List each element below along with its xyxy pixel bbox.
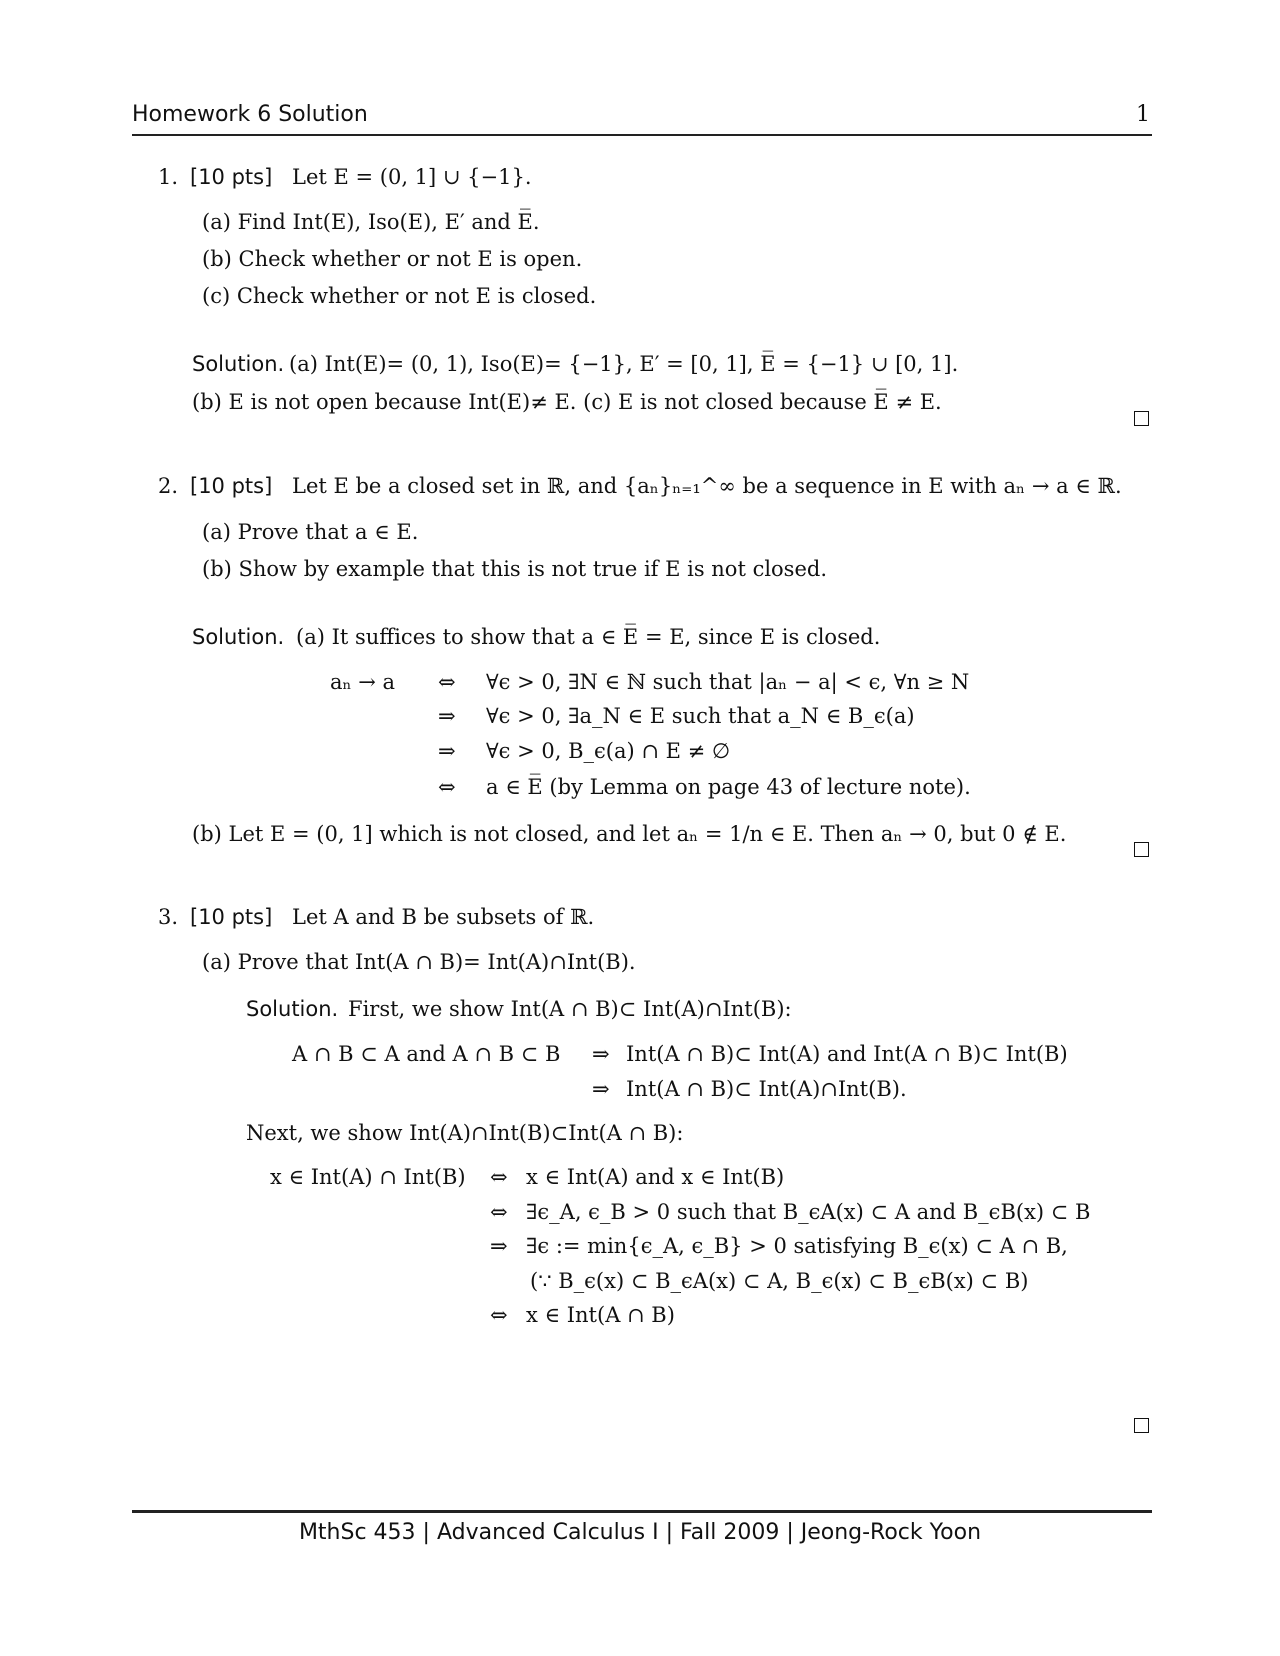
derivation-operator: ⇔: [490, 1200, 508, 1224]
derivation-operator: ⇔: [490, 1165, 508, 1189]
problem-1-number: 1.: [158, 165, 179, 189]
derivation-operator: ⇒: [592, 1042, 610, 1066]
problem-2-number: 2.: [158, 474, 179, 498]
derivation-operator: ⇔: [438, 775, 456, 799]
derivation-operator: ⇒: [592, 1077, 610, 1101]
footer-rule: [132, 1510, 1152, 1513]
derivation-rhs: ∀ϵ > 0, ∃N ∈ ℕ such that |aₙ − a| < ϵ, ∀n ≥ N: [486, 670, 970, 694]
derivation-rhs: x ∈ Int(A) and x ∈ Int(B): [526, 1165, 785, 1189]
derivation-lhs: x ∈ Int(A) ∩ Int(B): [270, 1165, 466, 1189]
derivation-operator: ⇒: [438, 704, 456, 728]
problem-3-item-a: (a) Prove that Int(A ∩ B)= Int(A)∩Int(B).: [202, 950, 636, 974]
derivation-rhs: ∀ϵ > 0, ∃a_N ∈ E such that a_N ∈ B_ϵ(a): [486, 704, 915, 728]
derivation-rhs: Int(A ∩ B)⊂ Int(A) and Int(A ∩ B)⊂ Int(B): [626, 1042, 1068, 1066]
qed-box-icon: [1134, 1418, 1149, 1433]
problem-2-solution-intro: (a) It suffices to show that a ∈ E̅ = E, since E is closed.: [296, 625, 881, 649]
derivation-rhs: x ∈ Int(A ∩ B): [526, 1303, 675, 1327]
qed-box-icon: [1134, 842, 1149, 857]
derivation-rhs: ∃ϵ := min{ϵ_A, ϵ_B} > 0 satisfying B_ϵ(x) ⊂ A ∩ B,: [526, 1234, 1068, 1258]
problem-3-points: [10 pts]: [190, 905, 273, 929]
problem-1-points: [10 pts]: [190, 165, 273, 189]
derivation-operator: ⇒: [490, 1234, 508, 1258]
problem-2-part-b: (b) Let E = (0, 1] which is not closed, and let aₙ = 1/n ∈ E. Then aₙ → 0, but 0 ∉ E.: [192, 822, 1067, 846]
derivation-operator: ⇔: [438, 670, 456, 694]
problem-3-solution-label: Solution.: [246, 997, 339, 1021]
derivation-operator: ⇔: [490, 1303, 508, 1327]
problem-1-solution-line-2: (b) E is not open because Int(E)≠ E. (c) E is not closed because E̅ ≠ E.: [192, 390, 942, 414]
derivation-rhs: a ∈ E̅ (by Lemma on page 43 of lecture note).: [486, 775, 971, 799]
problem-1-statement: Let E = (0, 1] ∪ {−1}.: [292, 165, 532, 189]
qed-box-icon: [1134, 411, 1149, 426]
derivation-lhs: A ∩ B ⊂ A and A ∩ B ⊂ B: [292, 1042, 561, 1066]
derivation-rhs: ∃ϵ_A, ϵ_B > 0 such that B_ϵA(x) ⊂ A and B_ϵB(x) ⊂ B: [526, 1200, 1091, 1224]
problem-1-item-b: (b) Check whether or not E is open.: [202, 247, 583, 271]
page-number: 1: [1136, 102, 1150, 127]
page-header-title: Homework 6 Solution: [132, 102, 368, 127]
problem-2-solution-label: Solution.: [192, 625, 285, 649]
derivation-rhs: ∀ϵ > 0, B_ϵ(a) ∩ E ≠ ∅: [486, 739, 731, 763]
page-footer: MthSc 453 | Advanced Calculus I | Fall 2009 | Jeong-Rock Yoon: [298, 1520, 982, 1545]
problem-3-first-line: First, we show Int(A ∩ B)⊂ Int(A)∩Int(B):: [348, 997, 792, 1021]
header-rule: [132, 134, 1152, 136]
problem-1-solution-line-1: (a) Int(E)= (0, 1), Iso(E)= {−1}, E′ = [0, 1], E̅ = {−1} ∪ [0, 1].: [289, 352, 959, 376]
problem-1-item-a: (a) Find Int(E), Iso(E), E′ and E̅.: [202, 210, 540, 234]
problem-2-item-b: (b) Show by example that this is not true if E is not closed.: [202, 557, 828, 581]
problem-2-points: [10 pts]: [190, 474, 273, 498]
problem-3-statement: Let A and B be subsets of ℝ.: [292, 905, 595, 929]
problem-3-next-line: Next, we show Int(A)∩Int(B)⊂Int(A ∩ B):: [246, 1121, 684, 1145]
problem-3-number: 3.: [158, 905, 179, 929]
derivation-rhs: Int(A ∩ B)⊂ Int(A)∩Int(B).: [626, 1077, 907, 1101]
derivation-rhs: (∵ B_ϵ(x) ⊂ B_ϵA(x) ⊂ A, B_ϵ(x) ⊂ B_ϵB(x) ⊂ B): [530, 1269, 1029, 1293]
derivation-operator: ⇒: [438, 739, 456, 763]
problem-2-statement: Let E be a closed set in ℝ, and {aₙ}ₙ₌₁^∞ be a sequence in E with aₙ → a ∈ ℝ.: [292, 474, 1122, 498]
problem-1-solution-label: Solution.: [192, 352, 285, 376]
problem-2-item-a: (a) Prove that a ∈ E.: [202, 520, 419, 544]
problem-1-item-c: (c) Check whether or not E is closed.: [202, 284, 597, 308]
derivation-lhs: aₙ → a: [330, 670, 396, 694]
